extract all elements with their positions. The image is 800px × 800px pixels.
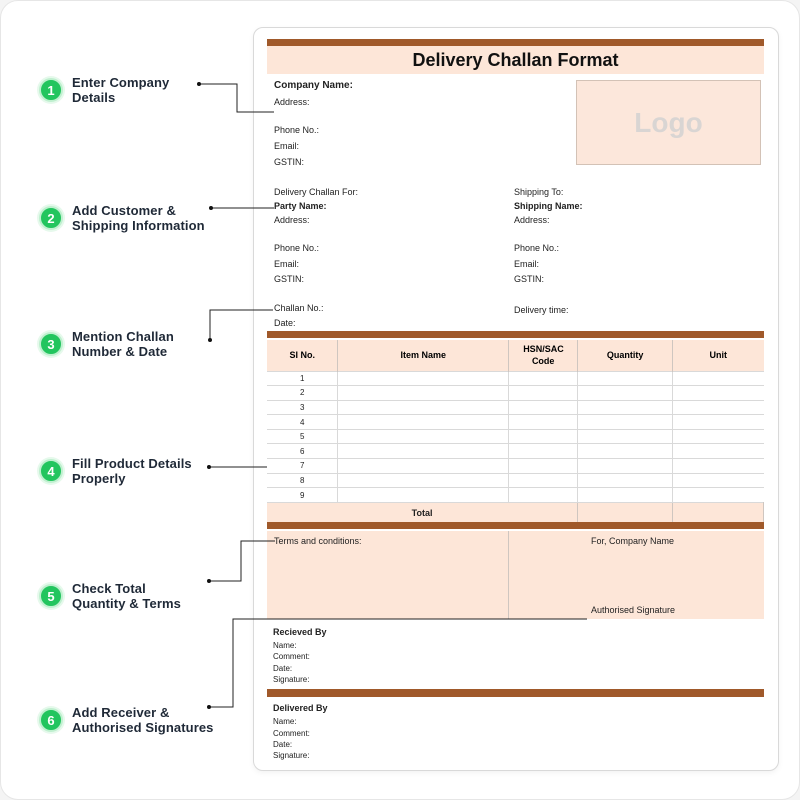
cell [509, 371, 578, 386]
step-3-badge: 3 [39, 332, 63, 356]
row-number: 4 [267, 415, 338, 430]
step-3 [39, 329, 174, 359]
logo-placeholder: Logo [576, 80, 761, 165]
table-row [267, 429, 764, 444]
cell [509, 415, 578, 430]
cell [578, 386, 673, 401]
table-row [267, 371, 764, 386]
cell [578, 459, 673, 474]
step-5-text: Check Total Quantity & Terms [72, 581, 181, 611]
cell [578, 488, 673, 503]
row-number: 2 [267, 386, 338, 401]
delivered-name: Name: [273, 717, 297, 726]
table-row [267, 459, 764, 474]
step-6-badge: 6 [39, 708, 63, 732]
col-si-no: SI No. [267, 340, 338, 371]
cell [673, 415, 764, 430]
challan-for-heading: Delivery Challan For: [274, 187, 359, 197]
cell [578, 429, 673, 444]
row-number: 8 [267, 473, 338, 488]
document-title: Delivery Challan Format [267, 46, 764, 74]
challan-number: Challan No.: [274, 303, 324, 313]
cell [338, 386, 509, 401]
for-company-name: For, Company Name [591, 536, 675, 546]
cell [509, 473, 578, 488]
step-1 [39, 75, 169, 105]
step-5 [39, 581, 181, 611]
col-item-name: Item Name [338, 340, 509, 371]
step-2-badge: 2 [39, 206, 63, 230]
items-table [267, 340, 764, 522]
cell [338, 371, 509, 386]
party-email: Email: [274, 259, 300, 269]
delivery-time: Delivery time: [514, 305, 569, 315]
delivered-accent-bar [267, 689, 764, 697]
delivered-date: Date: [273, 740, 293, 749]
received-date: Date: [273, 664, 293, 673]
table-accent-bar [267, 331, 764, 338]
total-quantity [578, 502, 673, 522]
terms-label: Terms and conditions: [274, 536, 362, 546]
cell [578, 371, 673, 386]
total-unit [673, 502, 764, 522]
top-accent-bar [267, 39, 764, 46]
shipping-address: Address: [514, 215, 550, 225]
company-address: Address: [274, 97, 310, 107]
cell [578, 473, 673, 488]
terms-section [267, 531, 764, 619]
table-row [267, 386, 764, 401]
row-number: 6 [267, 444, 338, 459]
table-row [267, 415, 764, 430]
cell [338, 488, 509, 503]
step-2-text: Add Customer & Shipping Information [72, 203, 205, 233]
party-gstin: GSTIN: [274, 274, 305, 284]
cell [673, 444, 764, 459]
cell [338, 415, 509, 430]
cell [673, 459, 764, 474]
authorised-signature: Authorised Signature [591, 605, 676, 615]
company-phone: Phone No.: [274, 125, 320, 135]
cell [578, 444, 673, 459]
shipping-phone: Phone No.: [514, 243, 560, 253]
total-row [267, 502, 764, 522]
row-number: 7 [267, 459, 338, 474]
cell [673, 488, 764, 503]
cell [509, 386, 578, 401]
cell [509, 459, 578, 474]
delivered-by-heading: Delivered By [273, 703, 328, 713]
table-row [267, 400, 764, 415]
shipping-gstin: GSTIN: [514, 274, 545, 284]
cell [509, 429, 578, 444]
step-4 [39, 456, 192, 486]
cell [673, 429, 764, 444]
company-name-label: Company Name: [274, 80, 353, 91]
party-address: Address: [274, 215, 310, 225]
received-comment: Comment: [273, 652, 310, 661]
step-6 [39, 705, 214, 735]
party-name: Party Name: [274, 201, 327, 211]
table-row [267, 488, 764, 503]
col-quantity: Quantity [578, 340, 673, 371]
step-3-text: Mention Challan Number & Date [72, 329, 174, 359]
shipping-email: Email: [514, 259, 540, 269]
cell [509, 444, 578, 459]
company-email: Email: [274, 141, 300, 151]
table-header-row [267, 340, 764, 371]
step-6-text: Add Receiver & Authorised Signatures [72, 705, 214, 735]
received-signature: Signature: [273, 675, 310, 684]
cell [338, 459, 509, 474]
cell [673, 386, 764, 401]
terms-box [267, 531, 509, 619]
cell [578, 415, 673, 430]
table-row [267, 473, 764, 488]
steps-column [1, 1, 251, 800]
total-label: Total [267, 502, 578, 522]
delivered-comment: Comment: [273, 729, 310, 738]
step-4-text: Fill Product Details Properly [72, 456, 192, 486]
delivered-signature: Signature: [273, 751, 310, 760]
step-5-badge: 5 [39, 584, 63, 608]
cell [509, 400, 578, 415]
company-gstin: GSTIN: [274, 157, 305, 167]
cell [578, 400, 673, 415]
cell [673, 473, 764, 488]
cell [509, 488, 578, 503]
row-number: 9 [267, 488, 338, 503]
col-unit: Unit [673, 340, 764, 371]
row-number: 1 [267, 371, 338, 386]
signature-box [509, 531, 764, 619]
step-4-badge: 4 [39, 459, 63, 483]
cell [673, 371, 764, 386]
received-name: Name: [273, 641, 297, 650]
terms-accent-bar [267, 522, 764, 529]
step-1-badge: 1 [39, 78, 63, 102]
challan-date: Date: [274, 318, 296, 328]
shipping-heading: Shipping To: [514, 187, 564, 197]
cell [338, 400, 509, 415]
shipping-name: Shipping Name: [514, 201, 583, 211]
received-by-heading: Recieved By [273, 627, 327, 637]
cell [338, 473, 509, 488]
row-number: 3 [267, 400, 338, 415]
row-number: 5 [267, 429, 338, 444]
challan-document [267, 39, 764, 74]
cell [338, 429, 509, 444]
step-1-text: Enter Company Details [72, 75, 170, 105]
col-hsn-code: HSN/SAC Code [509, 340, 578, 371]
party-phone: Phone No.: [274, 243, 320, 253]
step-2 [39, 203, 205, 233]
table-row [267, 444, 764, 459]
cell [338, 444, 509, 459]
cell [673, 400, 764, 415]
